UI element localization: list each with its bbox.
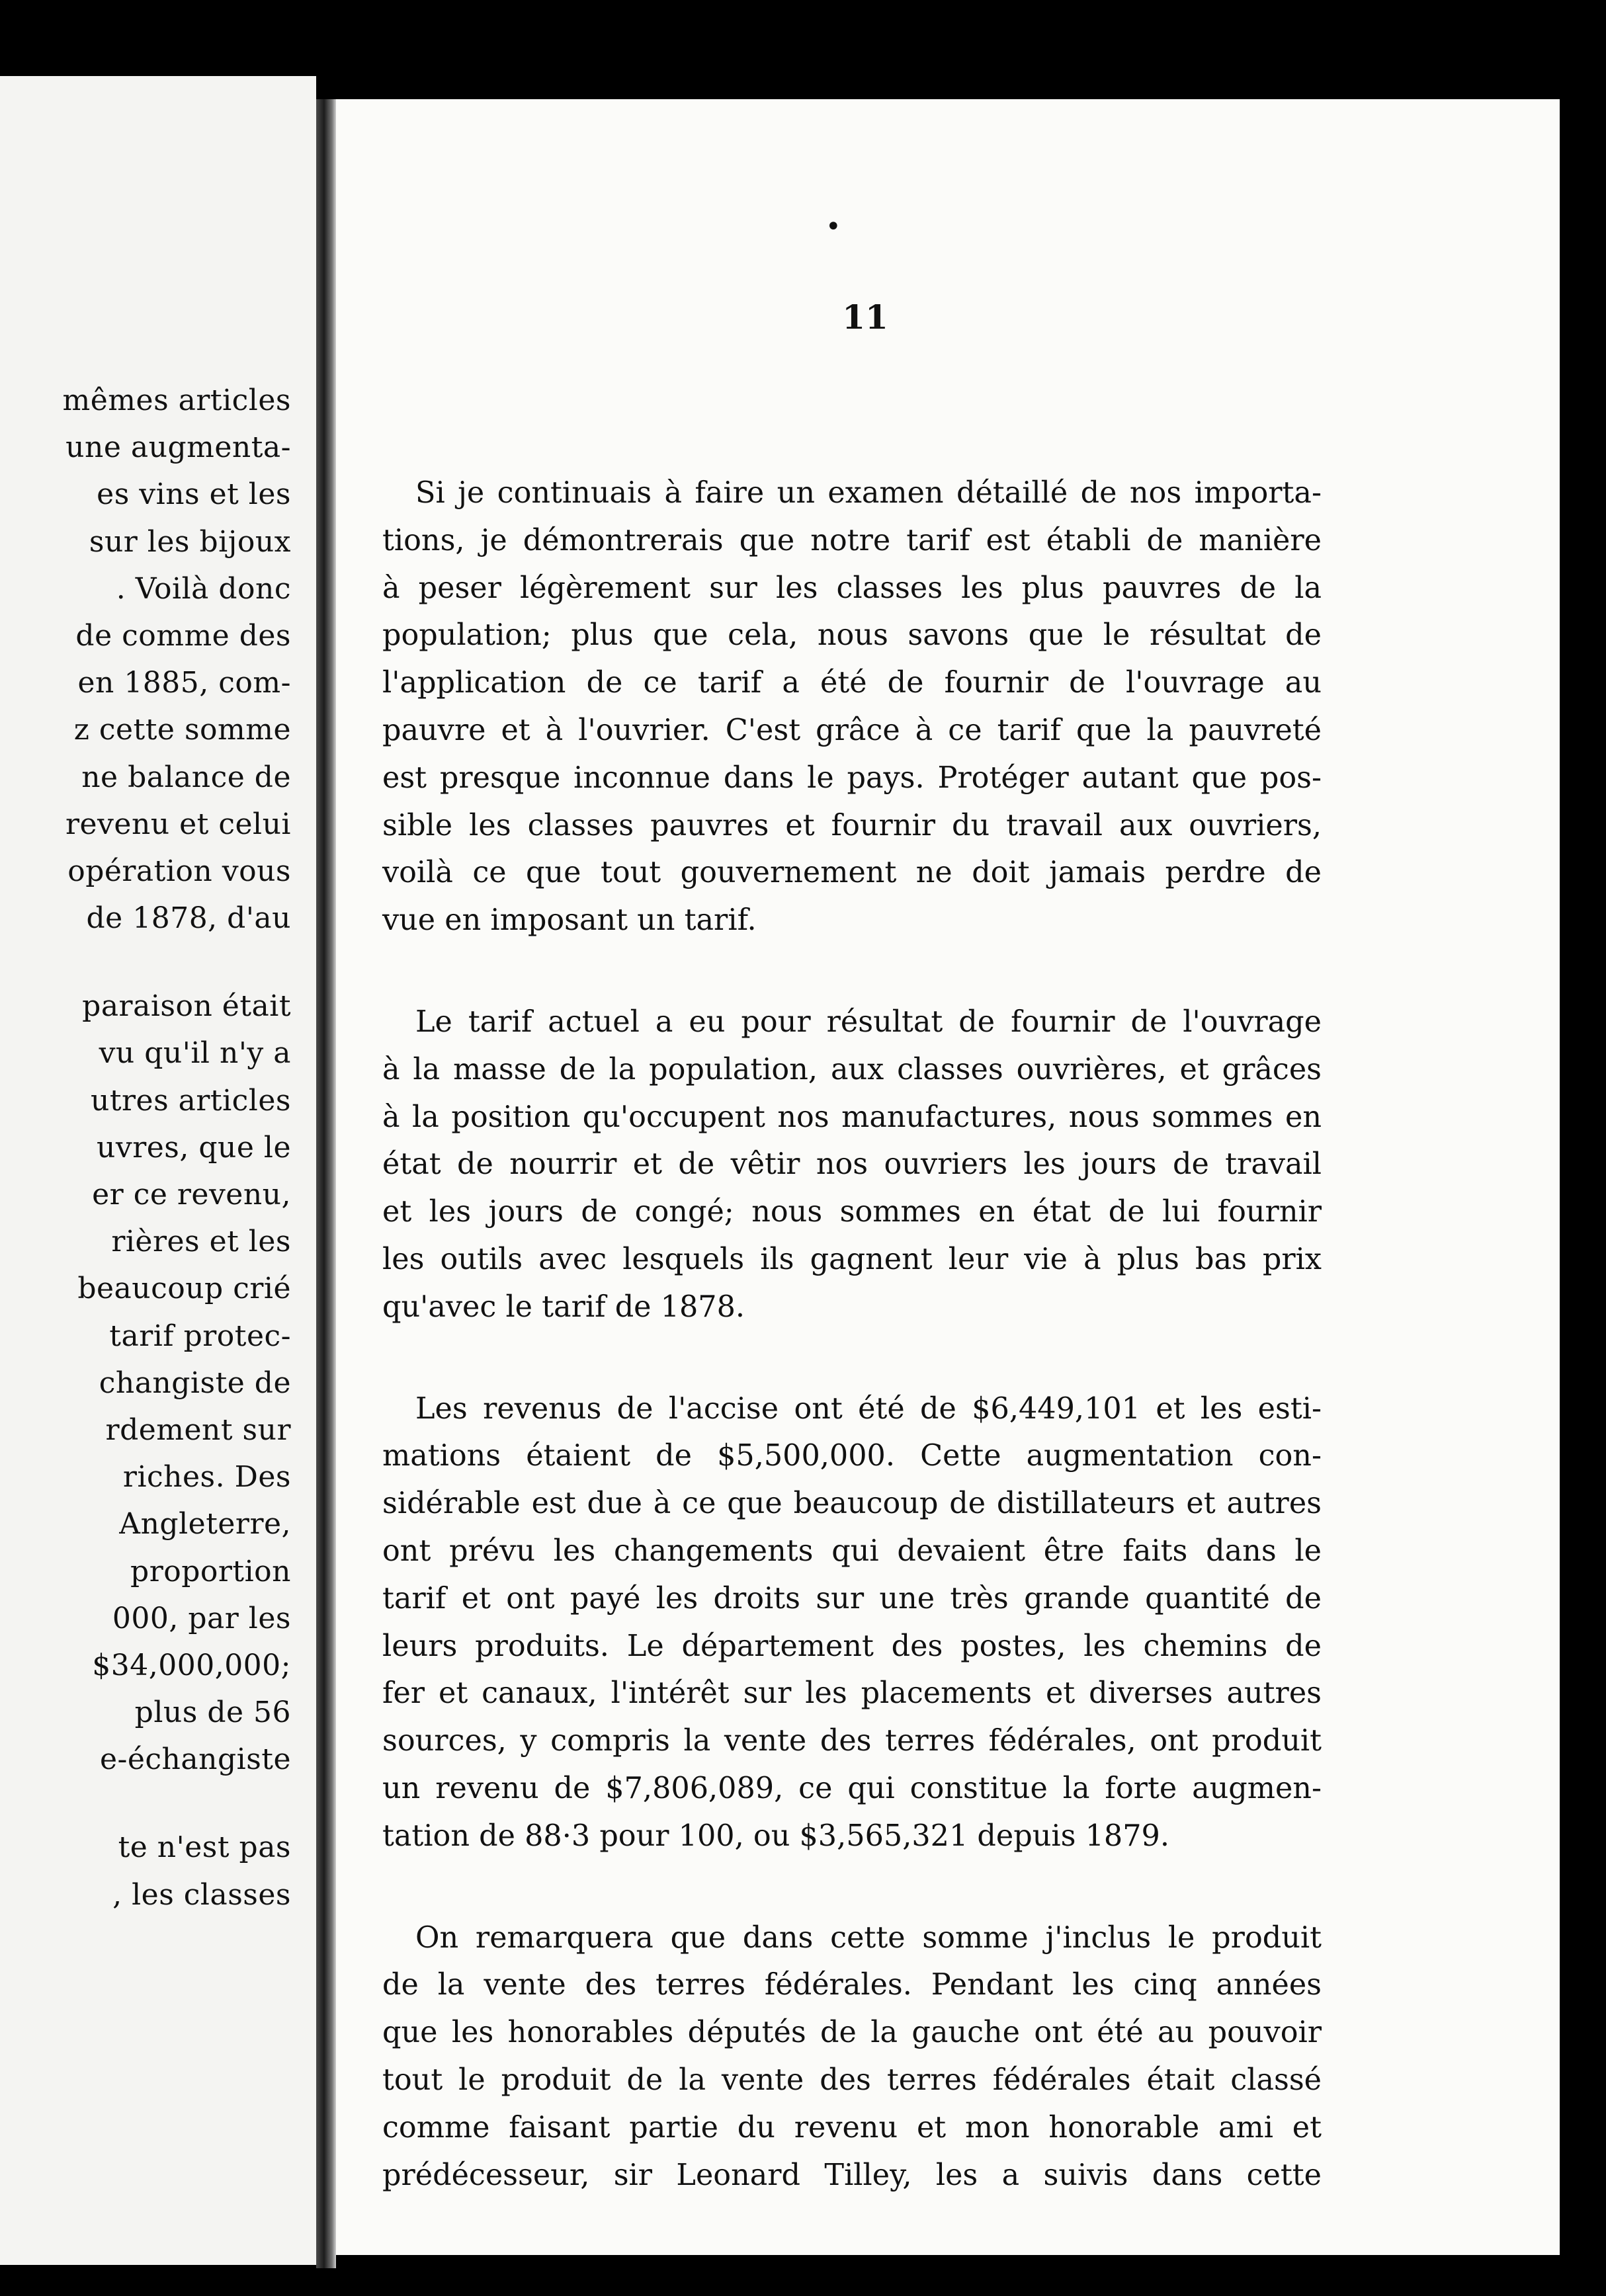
body-text-line: Le tarif actuel a eu pour résultat de fournir de l'ouvrage bbox=[415, 1004, 1322, 1039]
left-text-line: Angleterre, bbox=[119, 1507, 291, 1541]
left-text-line: opération vous bbox=[67, 854, 291, 888]
left-text-line: $34,000,000; bbox=[92, 1648, 291, 1682]
left-text-line: changiste de bbox=[99, 1366, 291, 1400]
book-gutter bbox=[316, 99, 336, 2268]
body-text-line: mations étaient de $5,500,000. Cette augmentation con- bbox=[382, 1439, 1322, 1473]
body-text-line: que les honorables députés de la gauche ont été au pouvoir bbox=[382, 2016, 1322, 2050]
left-text-line: 000, par les bbox=[112, 1601, 291, 1635]
left-text-line: paraison était bbox=[82, 989, 291, 1024]
left-text-line: z cette somme bbox=[73, 713, 291, 747]
left-text-line bbox=[0, 942, 291, 983]
body-text-line: voilà ce que tout gouvernement ne doit jamais perdre de bbox=[382, 856, 1322, 890]
left-text-line: rières et les bbox=[111, 1225, 291, 1259]
left-text-line: er ce revenu, bbox=[92, 1178, 291, 1211]
body-text-line: à peser légèrement sur les classes les plus pauvres de la bbox=[382, 571, 1322, 605]
page-number: 11 bbox=[842, 298, 888, 337]
page-body-text bbox=[382, 470, 1322, 2199]
left-text-line: utres articles bbox=[90, 1083, 291, 1118]
left-text-line: mêmes articles bbox=[62, 384, 291, 417]
body-text-line: à la position qu'occupent nos manufactures, nous sommes en bbox=[382, 1100, 1322, 1134]
body-text-line: tions, je démontrerais que notre tarif est établi de manière bbox=[382, 523, 1322, 557]
paragraph-gap bbox=[382, 1860, 1322, 1914]
left-text-line: rdement sur bbox=[105, 1413, 291, 1447]
body-text-line: sible les classes pauvres et fournir du travail aux ouvriers, bbox=[382, 808, 1322, 842]
body-text-line: Si je continuais à faire un examen détaillé de nos importa- bbox=[415, 476, 1322, 510]
right-page bbox=[336, 99, 1560, 2255]
body-text-line: tarif et ont payé les droits sur une très grande quantité de bbox=[382, 1581, 1322, 1616]
body-text-line: état de nourrir et de vêtir nos ouvriers les jours de travail bbox=[382, 1147, 1322, 1182]
body-text-line: ont prévu les changements qui devaient être faits dans le bbox=[382, 1534, 1322, 1568]
body-text-line: est presque inconnue dans le pays. Protéger autant que pos- bbox=[382, 760, 1322, 795]
body-text-line: à la masse de la population, aux classes ouvrières, et grâces bbox=[382, 1052, 1322, 1086]
body-text-line: sidérable est due à ce que beaucoup de distillateurs et autres bbox=[382, 1487, 1322, 1521]
left-text-line: plus de 56 bbox=[134, 1696, 291, 1730]
body-text-line: tation de 88·3 pour 100, ou $3,565,321 depuis 1879. bbox=[382, 1819, 1170, 1853]
body-text-line: et les jours de congé; nous sommes en état de lui fournir bbox=[382, 1195, 1322, 1229]
left-text-line: vu qu'il n'y a bbox=[99, 1036, 291, 1071]
page-mark: • bbox=[825, 212, 841, 242]
left-text-line: uvres, que le bbox=[97, 1130, 291, 1165]
left-text-line: de comme des bbox=[75, 618, 291, 653]
left-text-line: sur les bijoux bbox=[89, 524, 291, 559]
left-page bbox=[0, 76, 316, 2265]
body-text-line: fer et canaux, l'intérêt sur les placements et diverses autres bbox=[382, 1676, 1322, 1711]
left-text-line: e-échangiste bbox=[99, 1742, 291, 1777]
left-text-line: . Voilà donc bbox=[116, 571, 291, 606]
left-text-line: es vins et les bbox=[97, 477, 291, 512]
body-text-line: sources, y compris la vente des terres fédérales, ont produit bbox=[382, 1724, 1322, 1758]
body-text-line: prédécesseur, sir Leonard Tilley, les a suivis dans cette bbox=[382, 2158, 1322, 2192]
left-text-line: une augmenta- bbox=[65, 430, 291, 465]
body-text-line: population; plus que cela, nous savons que le résultat de bbox=[382, 618, 1322, 653]
left-text-line: en 1885, com- bbox=[77, 666, 291, 700]
left-text-line bbox=[0, 1783, 291, 1824]
left-text-line: tarif protec- bbox=[109, 1319, 291, 1353]
left-text-line: proportion bbox=[130, 1554, 291, 1588]
left-page-text bbox=[0, 377, 291, 1918]
left-text-line: ne balance de bbox=[81, 760, 291, 794]
body-text-line: pauvre et à l'ouvrier. C'est grâce à ce tarif que la pauvreté bbox=[382, 713, 1322, 747]
left-text-line: beaucoup crié bbox=[77, 1272, 291, 1306]
body-text-line: qu'avec le tarif de 1878. bbox=[382, 1290, 745, 1324]
left-text-line: , les classes bbox=[112, 1877, 291, 1912]
body-text-line: de la vente des terres fédérales. Pendant les cinq années bbox=[382, 1968, 1322, 2002]
left-text-line: revenu et celui bbox=[65, 807, 291, 841]
left-text-line: riches. Des bbox=[122, 1460, 291, 1495]
paragraph-gap bbox=[382, 944, 1322, 999]
body-text-line: l'application de ce tarif a été de fournir de l'ouvrage au bbox=[382, 666, 1322, 700]
body-text-line: Les revenus de l'accise ont été de $6,449,101 et les esti- bbox=[415, 1391, 1322, 1426]
body-text-line: les outils avec lesquels ils gagnent leur vie à plus bas prix bbox=[382, 1242, 1322, 1276]
body-text-line: On remarquera que dans cette somme j'inclus le produit bbox=[415, 1920, 1322, 1955]
body-text-line: tout le produit de la vente des terres fédérales était classé bbox=[382, 2063, 1322, 2097]
body-text-line: vue en imposant un tarif. bbox=[382, 903, 757, 938]
paragraph-gap bbox=[382, 1331, 1322, 1385]
left-text-line: te n'est pas bbox=[118, 1830, 291, 1865]
left-text-line: de 1878, d'au bbox=[86, 901, 291, 936]
body-text-line: comme faisant partie du revenu et mon honorable ami et bbox=[382, 2110, 1322, 2145]
body-text-line: leurs produits. Le département des postes, les chemins de bbox=[382, 1629, 1322, 1663]
body-text-line: un revenu de $7,806,089, ce qui constitue la forte augmen- bbox=[382, 1771, 1322, 1805]
